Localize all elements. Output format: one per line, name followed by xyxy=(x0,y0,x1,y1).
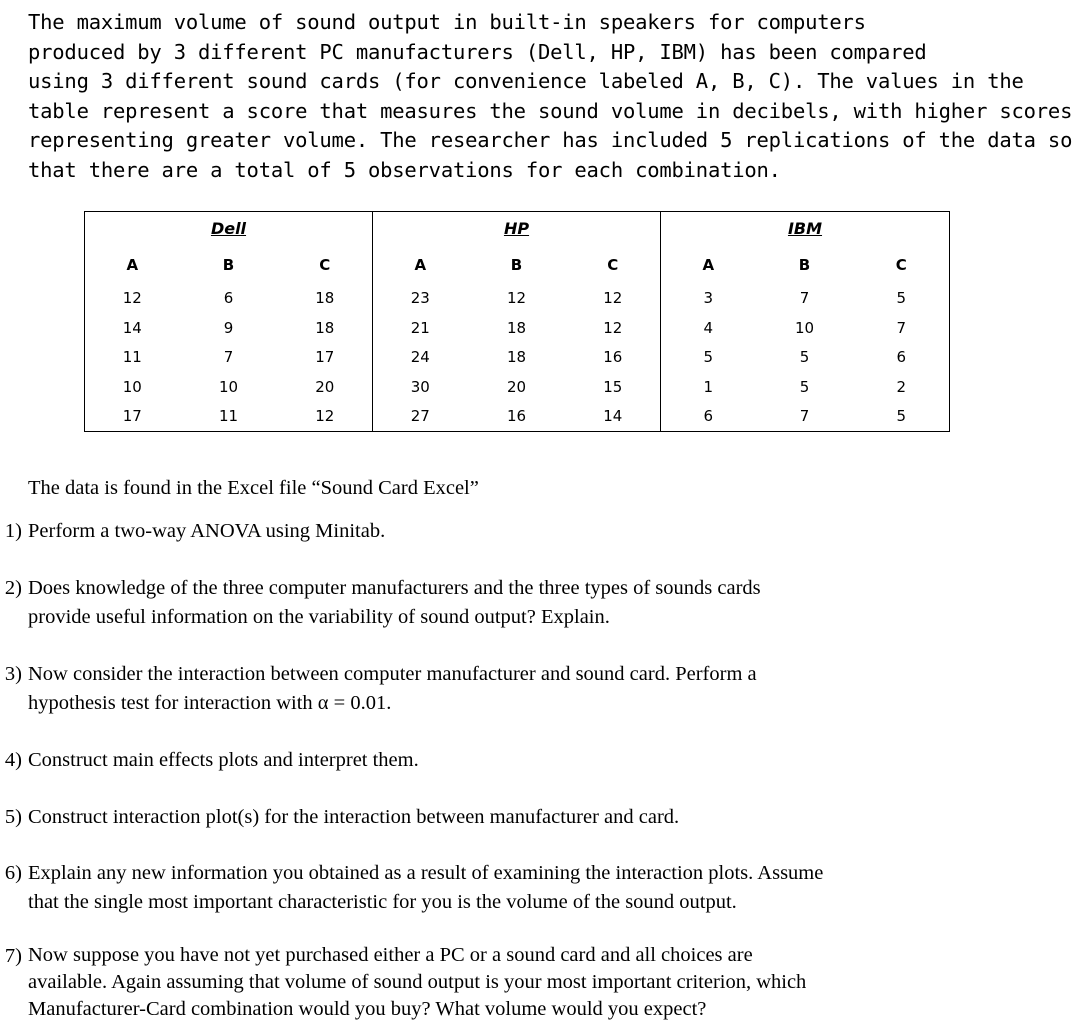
table-cell: 5 xyxy=(661,343,756,372)
question-line: Perform a two-way ANOVA using Minitab. xyxy=(28,520,386,542)
table-cell: 17 xyxy=(315,348,335,366)
table-cell: 18 xyxy=(506,318,527,337)
table-cell: 24 xyxy=(373,343,468,372)
table-cell: 4 xyxy=(661,313,756,343)
question-number: 5) xyxy=(4,806,22,828)
table-cell: 10 xyxy=(218,377,239,396)
manufacturer-header-ibm xyxy=(661,212,950,246)
table-cell: 10 xyxy=(85,372,180,402)
table-cell: 6 xyxy=(223,289,234,307)
question-line: Explain any new information you obtained as a result of examining the interaction plots. Assume xyxy=(28,862,824,884)
question-line: Now consider the interaction between computer manufacturer and sound card. Perform a xyxy=(28,663,757,685)
question-line: provide useful information on the variability of sound output? Explain. xyxy=(28,606,610,628)
question-number: 3) xyxy=(4,663,22,685)
card-header: B xyxy=(222,255,235,274)
table-cell: 14 xyxy=(85,313,180,343)
table-cell: 12 xyxy=(278,402,373,432)
question-number: 7) xyxy=(4,945,22,967)
table-cell: 15 xyxy=(603,377,623,396)
table-cell: 5 xyxy=(799,377,810,396)
question-line: Does knowledge of the three computer manufacturers and the three types of sounds cards xyxy=(28,577,761,599)
table-cell: 18 xyxy=(506,348,527,366)
table-cell: 11 xyxy=(85,343,180,372)
manufacturer-label: Dell xyxy=(210,219,247,239)
intro-line: The maximum volume of sound output in built-in speakers for computers xyxy=(28,10,866,34)
table-row xyxy=(85,402,950,432)
card-header: C xyxy=(607,255,619,274)
table-cell: 6 xyxy=(661,402,756,432)
question-line: that the single most important characteristic for you is the volume of the sound output. xyxy=(28,891,737,913)
intro-line: table represent a score that measures the sound volume in decibels, with higher scores xyxy=(28,98,1072,123)
question-line: Construct interaction plot(s) for the interaction between manufacturer and card. xyxy=(28,806,680,828)
table-cell: 12 xyxy=(603,318,623,337)
question-line: available. Again assuming that volume of sound output is your most important criterion, which xyxy=(28,971,807,993)
question-line: Construct main effects plots and interpret them. xyxy=(28,749,419,771)
table-cell: 30 xyxy=(373,372,468,402)
table-cell: 9 xyxy=(223,318,234,337)
table-cell: 14 xyxy=(566,402,661,432)
table-row xyxy=(85,313,950,343)
card-header: A xyxy=(373,246,468,284)
data-note: The data is found in the Excel file “Sound Card Excel” xyxy=(28,477,479,499)
table-cell: 7 xyxy=(756,402,854,432)
table-cell: 16 xyxy=(468,402,566,432)
table-row xyxy=(85,284,950,313)
question-number: 6) xyxy=(4,862,22,884)
table-cell: 16 xyxy=(603,348,623,366)
intro-paragraph xyxy=(28,8,1072,185)
card-header-row xyxy=(85,246,950,284)
table-cell: 7 xyxy=(799,289,810,307)
table-row xyxy=(85,372,950,402)
table-cell: 10 xyxy=(794,318,815,337)
card-header: B xyxy=(510,255,523,274)
card-header: A xyxy=(85,246,180,284)
card-header: C xyxy=(854,246,950,284)
table-cell: 27 xyxy=(373,402,468,432)
card-header: B xyxy=(798,255,811,274)
manufacturer-header-dell xyxy=(85,212,373,246)
intro-line: representing greater volume. The researcher has included 5 replications of the data so xyxy=(28,128,1072,152)
intro-line: using 3 different sound cards (for convenience labeled A, B, C). The values in the xyxy=(28,69,1024,93)
table-cell: 5 xyxy=(799,348,810,366)
table-cell: 20 xyxy=(315,377,335,396)
question-line: hypothesis test for interaction with α = 0.01. xyxy=(28,692,392,714)
question-line: Now suppose you have not yet purchased either a PC or a sound card and all choices are xyxy=(28,944,753,966)
intro-line: produced by 3 different PC manufacturers (Dell, HP, IBM) has been compared xyxy=(28,39,927,64)
table-cell: 2 xyxy=(854,372,950,402)
table-cell: 5 xyxy=(854,402,950,432)
table-cell: 12 xyxy=(506,289,527,307)
card-header: C xyxy=(319,255,331,274)
table-cell: 5 xyxy=(854,284,950,313)
table-cell: 7 xyxy=(854,313,950,343)
card-header: A xyxy=(661,246,756,284)
table-cell: 18 xyxy=(315,289,335,307)
manufacturer-label: IBM xyxy=(787,219,823,239)
table-cell: 12 xyxy=(603,289,623,307)
table-cell: 1 xyxy=(661,372,756,402)
table-cell: 23 xyxy=(373,284,468,313)
question-number: 1) xyxy=(4,520,22,542)
table-cell: 6 xyxy=(854,343,950,372)
question-number: 4) xyxy=(4,749,22,771)
sound-volume-table xyxy=(84,211,950,432)
table-cell: 3 xyxy=(661,284,756,313)
table-cell: 7 xyxy=(223,348,234,366)
table-cell: 11 xyxy=(180,402,278,432)
manufacturer-label: HP xyxy=(503,219,530,239)
manufacturer-header-hp xyxy=(373,212,661,246)
table-cell: 20 xyxy=(506,377,527,396)
question-number: 2) xyxy=(4,577,22,599)
table-cell: 21 xyxy=(373,313,468,343)
question-line: Manufacturer-Card combination would you buy? What volume would you expect? xyxy=(28,998,707,1020)
table-row xyxy=(85,343,950,372)
table-cell: 17 xyxy=(85,402,180,432)
intro-line: that there are a total of 5 observations for each combination. xyxy=(28,157,781,182)
table-cell: 18 xyxy=(315,318,335,337)
table-cell: 12 xyxy=(85,284,180,313)
